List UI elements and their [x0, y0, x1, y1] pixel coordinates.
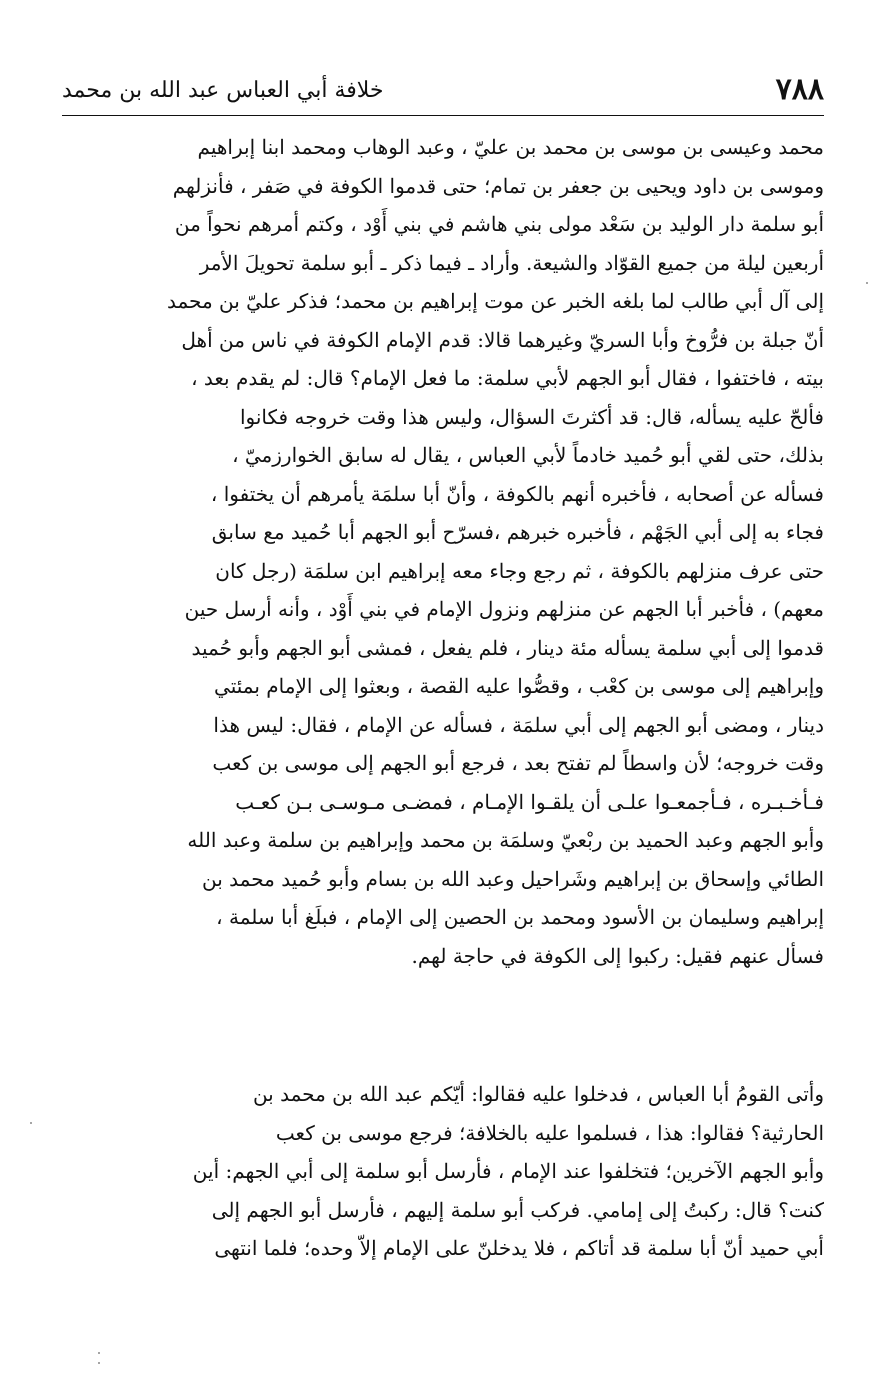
text-line: كنت؟ قال: ركبتُ إلى إمامي. فركب أبو سلمة إليهم ، فأرسل أبو الجهم إلى: [211, 1197, 824, 1222]
text-line: أنّ جبلة بن فرُّوخ وأبا السريّ وغيرهما قالا: قدم الإمام الكوفة في ناس من أهل: [181, 327, 824, 352]
text-line: محمد وعيسى بن موسى بن محمد بن عليّ ، وعبد الوهاب ومحمد ابنا إبراهيم: [197, 135, 824, 159]
text-line: بيته ، فاختفوا ، فقال أبو الجهم لأبي سلمة: ما فعل الإمام؟ قال: لم يقدم بعد ،: [191, 366, 824, 390]
text-line: وأبو الجهم الآخرين؛ فتخلفوا عند الإمام ، فأرسل أبو سلمة إلى أبي الجهم: أين: [192, 1159, 824, 1183]
text-line: وأتى القومُ أبا العباس ، فدخلوا عليه فقالوا: أيّكم عبد الله بن محمد بن: [252, 1082, 824, 1106]
paragraph-1: [62, 128, 824, 975]
text-line: أبو سلمة دار الوليد بن سَعْد مولى بني هاشم في بني أَوْد ، وكتم أمرهم نحواً من: [174, 212, 824, 236]
text-line: حتى عرف منزلهم بالكوفة ، ثم رجع وجاء معه إبراهيم ابن سلمَة (رجل كان: [215, 558, 824, 583]
text-line: أربعين ليلة من جميع القوّاد والشيعة. وأراد ـ فيما ذكر ـ أبو سلمة تحويلَ الأمر: [199, 250, 824, 275]
text-line: فألحّ عليه يسأله، قال: قد أكثرتَ السؤال، وليس هذا وقت خروجه فكانوا: [239, 404, 824, 429]
page-number: ٧٨٨: [775, 72, 824, 107]
text-line: دينار ، ومضى أبو الجهم إلى أبي سلمَة ، فسأله عن الإمام ، فقال: ليس هذا: [213, 712, 824, 737]
text-line: فسأل عنهم فقيل: ركبوا إلى الكوفة في حاجة لهم.: [411, 943, 824, 968]
text-line: فسأله عن أصحابه ، فأخبره أنهم بالكوفة ، وأنّ أبا سلمَة يأمرهم أن يختفوا ،: [210, 481, 824, 506]
header-rule: [62, 115, 824, 116]
text-line: معهم) ، فأخبر أبا الجهم عن منزلهم ونزول الإمام في بني أَوْد ، وأنه أرسل حين: [184, 597, 824, 621]
text-line: فجاء به إلى أبي الجَهْم ، فأخبره خبرهم ،فسرّح أبو الجهم أبا حُميد مع سابق: [211, 520, 824, 544]
page-header: [62, 72, 824, 112]
text-line: فـأخـبـره ، فـأجمعـوا علـى أن يلقـوا الإمـام ، فمضـى مـوسـى بـن كعـب: [235, 789, 824, 814]
text-line: قدموا إلى أبي سلمة يسأله مئة دينار ، فلم يفعل ، فمشى أبو الجهم وأبو حُميد: [191, 635, 824, 660]
text-line: إلى آل أبي طالب لما بلغه الخبر عن موت إبراهيم بن محمد؛ فذكر عليّ بن محمد: [166, 289, 824, 313]
text-line: وإبراهيم إلى موسى بن كعْب ، وقصُّوا عليه القصة ، وبعثوا إلى الإمام بمئتي: [214, 674, 824, 698]
text-line: وموسى بن داود ويحيى بن جعفر بن تمام؛ حتى قدموا الكوفة في صَفر ، فأنزلهم: [172, 173, 824, 198]
scan-speck: [98, 1362, 100, 1364]
scan-speck: [866, 282, 868, 284]
text-line: أبي حميد أنّ أبا سلمة قد أتاكم ، فلا يدخلنّ على الإمام إلاّ وحده؛ فلما انتهى: [214, 1236, 824, 1260]
text-line: وقت خروجه؛ لأن واسطاً لم تفتح بعد ، فرجع أبو الجهم إلى موسى بن كعب: [212, 751, 824, 775]
text-line: بذلك، حتى لقي أبو حُميد خادماً لأبي العباس ، يقال له سابق الخوارزميّ ،: [232, 443, 824, 467]
text-line: إبراهيم وسليمان بن الأسود ومحمد بن الحصين إلى الإمام ، فبلَغ أبا سلمة ،: [216, 905, 824, 929]
text-line: الطائي وإسحاق بن إبراهيم وشَراحيل وعبد الله بن بسام وأبو حُميد محمد بن: [202, 866, 824, 891]
body-text: [62, 128, 824, 1260]
scan-speck: [98, 1352, 100, 1354]
running-title: خلافة أبي العباس عبد الله بن محمد: [62, 78, 384, 103]
text-line: وأبو الجهم وعبد الحميد بن ربْعيّ وسلمَة بن محمد وإبراهيم بن سلمة وعبد الله: [187, 828, 824, 852]
paragraph-2: [62, 1075, 824, 1268]
text-line: الحارثية؟ فقالوا: هذا ، فسلموا عليه بالخلافة؛ فرجع موسى بن كعب: [275, 1120, 824, 1145]
scan-speck: [30, 1122, 32, 1124]
